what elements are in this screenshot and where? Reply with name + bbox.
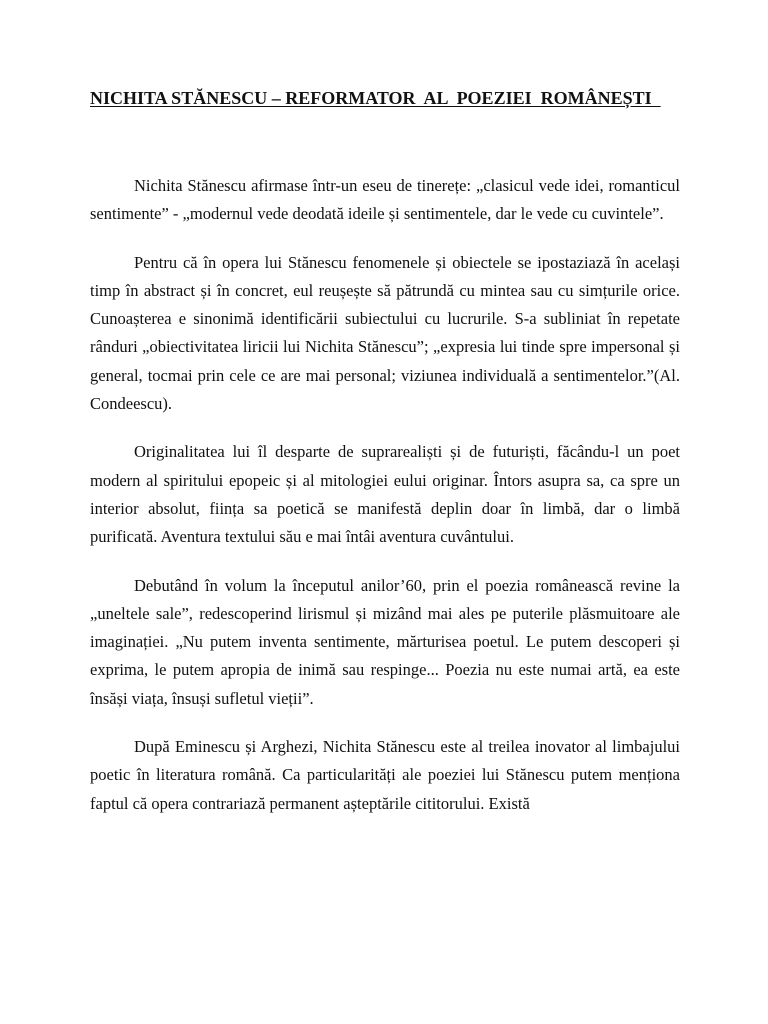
document-title: NICHITA STĂNESCU – REFORMATOR AL POEZIEI ROMÂNEȘTI <box>90 88 661 108</box>
paragraph-1: Nichita Stănescu afirmase într-un eseu de tinerețe: „clasicul vede idei, romanticul sentimente” - „modernul vede deodată ideile și sentimentele, dar le vede cu cuvintele”. <box>90 176 680 224</box>
paragraph-2: Pentru că în opera lui Stănescu fenomenele și obiectele se ipostaziază în același timp în abstract și în concret, eul reușește să pătrundă cu mintea sau cu simțurile orice. Cunoașterea e sinonimă identificării subiectului cu lucrurile. S-a subliniat în repetate rânduri „obiectivitatea liricii lui Nichita Stănescu”; „expresia lui tinde spre impersonal și general, tocmai prin cele ce are mai personal; viziunea individuală a sentimentelor.”(Al. Condeescu). <box>90 252 680 414</box>
paragraph-5: După Eminescu și Arghezi, Nichita Stănescu este al treilea inovator al limbajului poetic în literatura română. Ca particularități ale poeziei lui Stănescu putem menționa faptul că opera contrariază permanent așteptările cititorului. Există <box>90 737 680 813</box>
paragraph-4: Debutând în volum la începutul anilor’60, prin el poezia românească revine la „uneltele sale”, redescoperind lirismul și mizând mai ales pe puterile plăsmuitoare ale imaginației. „Nu putem inventa sentimente, mărturisea poetul. Le putem descoperi și exprima, le putem apropia de inimă sau respinge... Poezia nu este numai artă, ea este însăși viața, însuși sufletul vieții”. <box>90 575 680 708</box>
paragraph-3: Originalitatea lui îl desparte de suprarealiști și de futuriști, făcându-l un poet modern al spiritului epopeic și al mitologiei eului originar. Întors asupra sa, ca spre un interior absolut, ființa sa poetică se manifestă deplin doar în limbă, dar o limbă purificată. Aventura textului său e mai întâi aventura cuvântului. <box>90 442 680 547</box>
document-body <box>90 172 680 838</box>
